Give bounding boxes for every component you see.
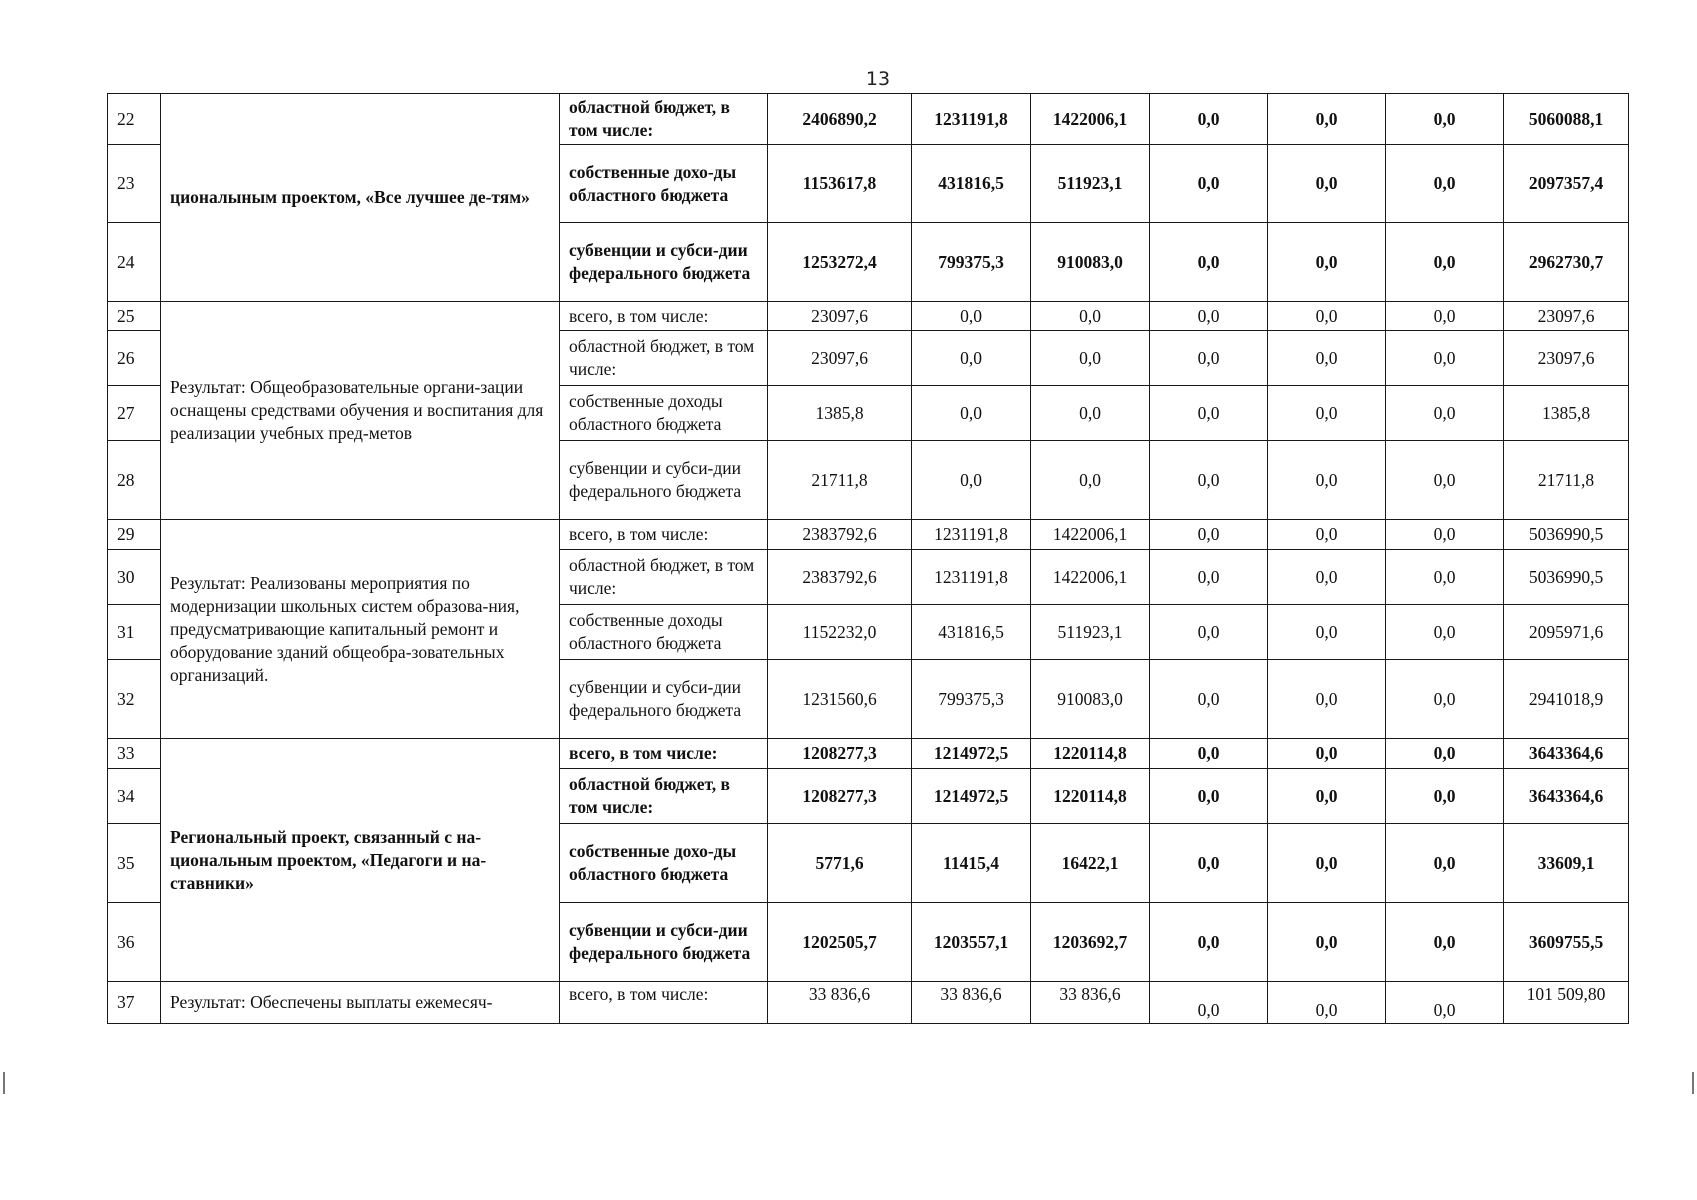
value-cell: 0,0 <box>1268 145 1386 223</box>
value-cell: 1253272,4 <box>768 223 912 302</box>
value-cell: 5060088,1 <box>1504 94 1629 145</box>
value-cell: 101 509,80 <box>1504 982 1629 1024</box>
row-number: 22 <box>108 94 161 145</box>
value-cell: 0,0 <box>1150 903 1268 982</box>
value-cell: 0,0 <box>1031 386 1150 441</box>
value-cell: 0,0 <box>1031 302 1150 331</box>
value-cell: 0,0 <box>1150 386 1268 441</box>
value-cell: 0,0 <box>1386 94 1504 145</box>
value-cell: 2383792,6 <box>768 520 912 550</box>
value-cell: 21711,8 <box>768 441 912 520</box>
item-name: Результат: Общеобразовательные органи-зации оснащены средствами обучения и воспитания для реализации учебных пред-метов <box>161 302 560 520</box>
budget-table <box>107 93 1629 1024</box>
value-cell: 0,0 <box>1268 223 1386 302</box>
value-cell: 799375,3 <box>912 660 1031 739</box>
value-cell: 0,0 <box>1386 223 1504 302</box>
value-cell: 3643364,6 <box>1504 739 1629 769</box>
value-cell: 0,0 <box>1268 660 1386 739</box>
value-cell: 5771,6 <box>768 824 912 903</box>
value-cell: 0,0 <box>1268 982 1386 1024</box>
value-cell: 1422006,1 <box>1031 94 1150 145</box>
table-row <box>108 739 1629 769</box>
funding-source: областной бюджет, в том числе: <box>560 331 768 386</box>
value-cell: 1385,8 <box>768 386 912 441</box>
row-number: 36 <box>108 903 161 982</box>
value-cell: 0,0 <box>1031 441 1150 520</box>
value-cell: 0,0 <box>1150 94 1268 145</box>
value-cell: 511923,1 <box>1031 605 1150 660</box>
funding-source: всего, в том числе: <box>560 520 768 550</box>
value-cell: 16422,1 <box>1031 824 1150 903</box>
row-number: 23 <box>108 145 161 223</box>
scan-edge-mark <box>3 1072 5 1094</box>
value-cell: 0,0 <box>912 386 1031 441</box>
value-cell: 5036990,5 <box>1504 520 1629 550</box>
value-cell: 1202505,7 <box>768 903 912 982</box>
value-cell: 0,0 <box>1386 769 1504 824</box>
value-cell: 0,0 <box>1150 550 1268 605</box>
funding-source: всего, в том числе: <box>560 739 768 769</box>
value-cell: 0,0 <box>1150 769 1268 824</box>
row-number: 33 <box>108 739 161 769</box>
value-cell: 33 836,6 <box>768 982 912 1024</box>
value-cell: 1422006,1 <box>1031 550 1150 605</box>
row-number: 32 <box>108 660 161 739</box>
value-cell: 0,0 <box>1268 302 1386 331</box>
row-number: 31 <box>108 605 161 660</box>
value-cell: 2095971,6 <box>1504 605 1629 660</box>
row-number: 26 <box>108 331 161 386</box>
value-cell: 0,0 <box>1150 302 1268 331</box>
item-name: Результат: Обеспечены выплаты ежемесяч- <box>161 982 560 1024</box>
value-cell: 0,0 <box>1150 441 1268 520</box>
value-cell: 431816,5 <box>912 145 1031 223</box>
value-cell: 1422006,1 <box>1031 520 1150 550</box>
value-cell: 1152232,0 <box>768 605 912 660</box>
funding-source: областной бюджет, в том числе: <box>560 550 768 605</box>
funding-source: всего, в том числе: <box>560 982 768 1024</box>
value-cell: 0,0 <box>1268 520 1386 550</box>
value-cell: 0,0 <box>1268 386 1386 441</box>
value-cell: 799375,3 <box>912 223 1031 302</box>
value-cell: 0,0 <box>1150 331 1268 386</box>
value-cell: 2097357,4 <box>1504 145 1629 223</box>
value-cell: 0,0 <box>1150 145 1268 223</box>
row-number: 28 <box>108 441 161 520</box>
row-number: 29 <box>108 520 161 550</box>
value-cell: 0,0 <box>1150 605 1268 660</box>
value-cell: 1231191,8 <box>912 550 1031 605</box>
scan-edge-mark <box>1692 1072 1694 1094</box>
table-row <box>108 520 1629 550</box>
value-cell: 2383792,6 <box>768 550 912 605</box>
value-cell: 33609,1 <box>1504 824 1629 903</box>
value-cell: 0,0 <box>1268 903 1386 982</box>
item-name: Региональный проект, связанный с на-циональным проектом, «Педагоги и на-ставники» <box>161 739 560 982</box>
funding-source: субвенции и субси-дии федерального бюджета <box>560 223 768 302</box>
item-name: Результат: Реализованы мероприятия по модернизации школьных систем образова-ния, предусматривающие капитальный ремонт и оборудование зданий общеобра-зовательных организаций. <box>161 520 560 739</box>
value-cell: 0,0 <box>1386 520 1504 550</box>
table-row <box>108 982 1629 1024</box>
value-cell: 0,0 <box>1268 824 1386 903</box>
value-cell: 0,0 <box>1386 441 1504 520</box>
funding-source: собственные дохо-ды областного бюджета <box>560 824 768 903</box>
value-cell: 1385,8 <box>1504 386 1629 441</box>
value-cell: 0,0 <box>1268 739 1386 769</box>
table-row <box>108 94 1629 145</box>
value-cell: 1231191,8 <box>912 94 1031 145</box>
value-cell: 0,0 <box>1150 223 1268 302</box>
value-cell: 0,0 <box>1150 824 1268 903</box>
value-cell: 0,0 <box>1268 331 1386 386</box>
value-cell: 0,0 <box>912 331 1031 386</box>
value-cell: 23097,6 <box>1504 302 1629 331</box>
page-number: 13 <box>865 68 891 90</box>
funding-source: собственные доходы областного бюджета <box>560 605 768 660</box>
value-cell: 0,0 <box>1386 145 1504 223</box>
value-cell: 0,0 <box>1386 331 1504 386</box>
value-cell: 1203692,7 <box>1031 903 1150 982</box>
value-cell: 1214972,5 <box>912 769 1031 824</box>
item-name: ционалыным проектом, «Все лучшее де-тям» <box>161 94 560 302</box>
value-cell: 0,0 <box>1150 982 1268 1024</box>
value-cell: 23097,6 <box>768 331 912 386</box>
value-cell: 1231191,8 <box>912 520 1031 550</box>
value-cell: 431816,5 <box>912 605 1031 660</box>
value-cell: 11415,4 <box>912 824 1031 903</box>
funding-source: собственные дохо-ды областного бюджета <box>560 145 768 223</box>
value-cell: 910083,0 <box>1031 223 1150 302</box>
value-cell: 0,0 <box>912 302 1031 331</box>
funding-source: всего, в том числе: <box>560 302 768 331</box>
value-cell: 511923,1 <box>1031 145 1150 223</box>
table-row <box>108 302 1629 331</box>
value-cell: 0,0 <box>1150 739 1268 769</box>
value-cell: 0,0 <box>1268 769 1386 824</box>
value-cell: 0,0 <box>1150 660 1268 739</box>
value-cell: 21711,8 <box>1504 441 1629 520</box>
value-cell: 0,0 <box>1268 441 1386 520</box>
value-cell: 0,0 <box>1150 520 1268 550</box>
funding-source: субвенции и субси-дии федерального бюджета <box>560 441 768 520</box>
value-cell: 33 836,6 <box>912 982 1031 1024</box>
value-cell: 0,0 <box>1386 739 1504 769</box>
value-cell: 23097,6 <box>768 302 912 331</box>
value-cell: 0,0 <box>1386 302 1504 331</box>
value-cell: 0,0 <box>1386 660 1504 739</box>
value-cell: 0,0 <box>1386 386 1504 441</box>
value-cell: 910083,0 <box>1031 660 1150 739</box>
funding-source: собственные доходы областного бюджета <box>560 386 768 441</box>
value-cell: 0,0 <box>1386 903 1504 982</box>
value-cell: 0,0 <box>912 441 1031 520</box>
value-cell: 1231560,6 <box>768 660 912 739</box>
value-cell: 0,0 <box>1386 982 1504 1024</box>
value-cell: 1153617,8 <box>768 145 912 223</box>
value-cell: 2406890,2 <box>768 94 912 145</box>
value-cell: 1203557,1 <box>912 903 1031 982</box>
row-number: 34 <box>108 769 161 824</box>
value-cell: 0,0 <box>1386 824 1504 903</box>
value-cell: 0,0 <box>1268 605 1386 660</box>
funding-source: субвенции и субси-дии федерального бюджета <box>560 903 768 982</box>
funding-source: областной бюджет, в том числе: <box>560 769 768 824</box>
value-cell: 1208277,3 <box>768 769 912 824</box>
value-cell: 3609755,5 <box>1504 903 1629 982</box>
value-cell: 1220114,8 <box>1031 739 1150 769</box>
row-number: 25 <box>108 302 161 331</box>
value-cell: 1208277,3 <box>768 739 912 769</box>
value-cell: 2941018,9 <box>1504 660 1629 739</box>
value-cell: 1220114,8 <box>1031 769 1150 824</box>
value-cell: 0,0 <box>1268 94 1386 145</box>
row-number: 35 <box>108 824 161 903</box>
funding-source: субвенции и субси-дии федерального бюджета <box>560 660 768 739</box>
value-cell: 0,0 <box>1268 550 1386 605</box>
funding-source: областной бюджет, в том числе: <box>560 94 768 145</box>
row-number: 27 <box>108 386 161 441</box>
value-cell: 0,0 <box>1386 550 1504 605</box>
value-cell: 1214972,5 <box>912 739 1031 769</box>
value-cell: 2962730,7 <box>1504 223 1629 302</box>
value-cell: 33 836,6 <box>1031 982 1150 1024</box>
value-cell: 0,0 <box>1386 605 1504 660</box>
row-number: 24 <box>108 223 161 302</box>
row-number: 30 <box>108 550 161 605</box>
value-cell: 5036990,5 <box>1504 550 1629 605</box>
value-cell: 3643364,6 <box>1504 769 1629 824</box>
value-cell: 23097,6 <box>1504 331 1629 386</box>
row-number: 37 <box>108 982 161 1024</box>
value-cell: 0,0 <box>1031 331 1150 386</box>
